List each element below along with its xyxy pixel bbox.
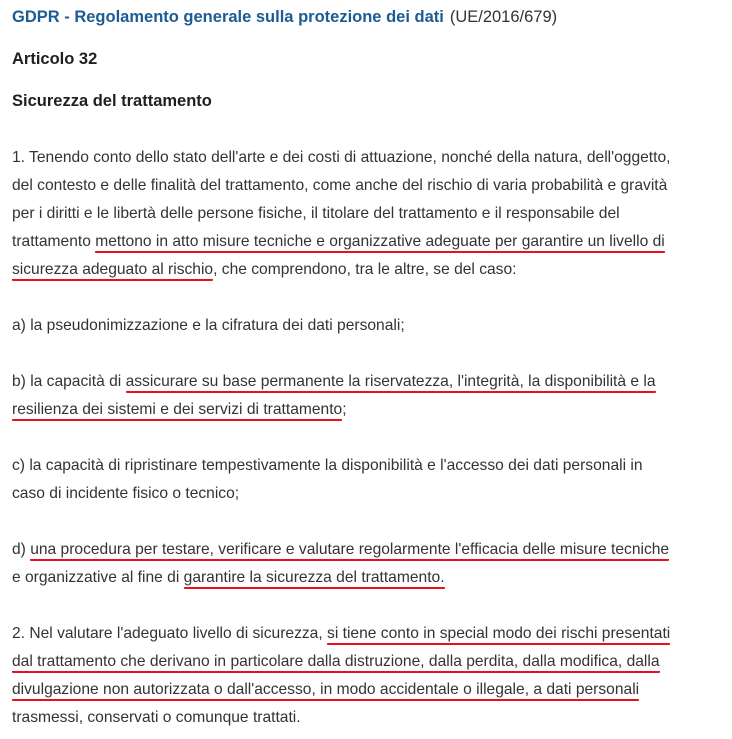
highlighted-text: garantire la sicurezza del trattamento.: [184, 569, 445, 589]
item-d-line-1-text: d): [12, 541, 31, 558]
item-a-line-1: a) la pseudonimizzazione e la cifratura dei dati personali;: [12, 317, 405, 334]
item-c-line-1: c) la capacità di ripristinare tempestivamente la disponibilità e l'accesso dei dati personali in: [12, 457, 643, 474]
regulation-reference: (UE/2016/679): [449, 8, 558, 26]
item-a: [12, 312, 727, 340]
item-b-line-1: [12, 368, 727, 396]
highlighted-text: una procedura per testare, verificare e valutare regolarmente l'efficacia delle misure tecniche: [30, 541, 669, 561]
highlighted-text: dal trattamento che derivano in particolare dalla distruzione, dalla perdita, dalla modifica, dalla: [12, 653, 660, 673]
paragraph-2-line-2: [12, 648, 727, 676]
item-b-line-2: [12, 396, 727, 424]
paragraph-1-line-1: 1. Tenendo conto dello stato dell'arte e dei costi di attuazione, nonché della natura, dell'oggetto,: [12, 149, 671, 166]
paragraph-1: [12, 144, 727, 284]
paragraph-2-line-4: trasmessi, conservati o comunque trattati.: [12, 709, 301, 726]
highlighted-text: assicurare su base permanente la riservatezza, l'integrità, la disponibilità e la: [126, 373, 656, 393]
item-d-line-2-text: e organizzative al fine di: [12, 569, 184, 586]
item-b-line-2-text: ;: [342, 401, 347, 418]
paragraph-2-line-1-text: 2. Nel valutare l'adeguato livello di sicurezza,: [12, 625, 328, 642]
highlighted-text: si tiene conto in special modo dei rischi presentati: [327, 625, 670, 645]
item-d-line-2: [12, 564, 727, 592]
paragraph-1-line-5: [12, 256, 727, 284]
item-b-line-1-text: b) la capacità di: [12, 373, 126, 390]
article-title: Sicurezza del trattamento: [12, 92, 212, 110]
paragraph-1-line-4: [12, 228, 727, 256]
item-b: [12, 368, 727, 424]
paragraph-2: [12, 620, 727, 732]
regulation-title[interactable]: GDPR - Regolamento generale sulla protezione dei dati: [12, 8, 444, 26]
highlighted-text: divulgazione non autorizzata o dall'accesso, in modo accidentale o illegale, a dati personali: [12, 681, 639, 701]
item-d: [12, 536, 727, 592]
paragraph-2-line-3: [12, 676, 727, 704]
highlighted-text: mettono in atto misure tecniche e organizzative adeguate per garantire un livello di: [95, 233, 665, 253]
highlighted-text: sicurezza adeguato al rischio: [12, 261, 213, 281]
item-c-line-2: caso di incidente fisico o tecnico;: [12, 485, 240, 502]
item-d-line-1: [12, 536, 727, 564]
paragraph-1-line-2: del contesto e delle finalità del trattamento, come anche del rischio di varia probabilità e gravità: [12, 177, 668, 194]
paragraph-1-line-5-text: , che comprendono, tra le altre, se del caso:: [213, 261, 517, 278]
document-header: [12, 8, 557, 27]
item-c: [12, 452, 727, 508]
paragraph-2-line-1: [12, 620, 727, 648]
paragraph-1-line-3: per i diritti e le libertà delle persone fisiche, il titolare del trattamento e il responsabile del: [12, 205, 620, 222]
highlighted-text: resilienza dei sistemi e dei servizi di trattamento: [12, 401, 342, 421]
article-number: Articolo 32: [12, 50, 98, 68]
paragraph-1-line-4-text: trattamento: [12, 233, 96, 250]
